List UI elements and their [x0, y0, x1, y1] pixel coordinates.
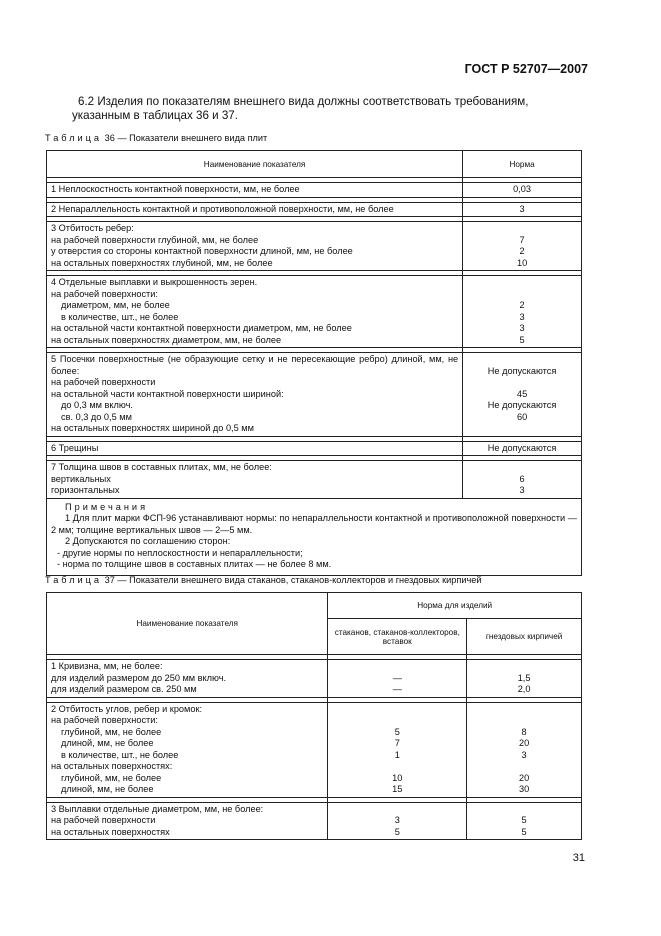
indicator-line: на остальных поверхностях: [51, 826, 170, 837]
indicator-name-cell: [47, 222, 463, 271]
indicator-line: 4 Отдельные выплавки и выкрошенность зерен.: [51, 277, 258, 287]
indicator-line: для изделий размером св. 250 мм: [51, 684, 197, 694]
indicator-line: в количестве, шт., не более: [61, 749, 179, 760]
norm-value: 5: [394, 826, 400, 837]
norm-a-cell: [328, 702, 467, 797]
indicator-line: на остальной части контактной поверхности шириной:: [51, 388, 284, 399]
table-37: [46, 592, 582, 840]
norm-value: 20: [518, 772, 530, 783]
document-code: ГОСТ Р 52707—2007: [464, 62, 588, 76]
norm-value: 6: [519, 473, 525, 484]
norm-value: [467, 462, 577, 474]
intro-paragraph: 6.2 Изделия по показателям внешнего вида должны соответствовать требованиям, указанным в таблицах 36 и 37.: [72, 95, 529, 122]
note-line: - норма по толщине швов в составных плитах — не более 8 мм.: [57, 559, 332, 569]
norm-value: 3: [519, 311, 525, 322]
table-row: [47, 461, 582, 499]
norm-cell: [463, 441, 582, 456]
indicator-line: длиной, мм, не более: [61, 784, 154, 794]
norm-value: 45: [516, 388, 528, 399]
indicator-line: 1 Неплоскостность контактной поверхности, мм, не более: [51, 184, 300, 194]
norm-value: Не допускаются: [487, 365, 557, 376]
norm-value: [471, 704, 577, 716]
indicator-name-cell: [47, 183, 463, 198]
indicator-line: для изделий размером до 250 мм включ.: [51, 672, 227, 683]
norm-value: —: [392, 684, 402, 694]
indicator-line: 2 Непараллельность контактной и противоположной поверхности, мм, не более: [51, 203, 394, 214]
page-number: 31: [572, 852, 585, 864]
note-line: 1 Для плит марки ФСП-96 устанавливают нормы: по непараллельности контактной и противоположной поверхности — 2 мм; толщине вертикальных швов — 2—5 мм.: [51, 513, 577, 535]
norm-value: [471, 715, 577, 727]
table-row: [47, 802, 582, 840]
norm-cell: [463, 276, 582, 348]
norm-value: 2: [519, 246, 525, 256]
indicator-line: на остальных поверхностях диаметром, мм, не более: [51, 334, 282, 345]
norm-value: [332, 715, 462, 727]
norm-value: —: [392, 672, 402, 683]
table-row: [47, 276, 582, 348]
norm-value: 3: [519, 485, 525, 495]
indicator-line: горизонтальных: [51, 485, 120, 495]
norm-value: 10: [392, 772, 403, 783]
norm-cell: [463, 183, 582, 198]
norm-value: 3: [521, 749, 527, 760]
indicator-line: св. 0,3 до 0,5 мм: [61, 411, 132, 422]
norm-value: 8: [521, 726, 527, 737]
note-line: - другие нормы по неплоскостности и непараллельности;: [57, 547, 303, 558]
col-header-norm-group: Норма для изделий: [328, 593, 582, 619]
indicator-name-cell: [47, 353, 463, 437]
indicator-line: в количестве, шт., не более: [61, 311, 179, 322]
indicator-line: 5 Посечки поверхностные (не образующие сетку и не пересекающие ребро) длиной, мм, не более:: [51, 354, 459, 376]
norm-value: 3: [394, 815, 400, 825]
indicator-line: 3 Отбитость ребер:: [51, 223, 134, 233]
col-header-norm: Норма: [463, 151, 582, 178]
norm-value: 7: [519, 234, 525, 245]
norm-value: 30: [518, 784, 530, 794]
norm-value: 5: [521, 826, 527, 837]
indicator-line: на рабочей поверхности: [51, 815, 156, 825]
indicator-name-cell: [47, 802, 328, 840]
norm-b-cell: [467, 660, 582, 698]
col-header-name: Наименование показателя: [47, 593, 328, 655]
norm-a-cell: [328, 660, 467, 698]
norm-value: 20: [518, 738, 530, 748]
indicator-line: 1 Кривизна, мм, не более:: [51, 661, 163, 671]
norm-value: 15: [392, 784, 403, 794]
table-row: [47, 222, 582, 271]
indicator-line: длиной, мм, не более: [61, 738, 154, 748]
norm-value: 1,5: [517, 672, 531, 683]
notes-title: Примечания: [65, 501, 149, 512]
norm-value: 5: [394, 726, 400, 737]
indicator-line: на рабочей поверхности: [51, 377, 156, 387]
indicator-line: 6 Трещины: [51, 442, 99, 453]
note-line: 2 Допускаются по соглашению сторон:: [65, 536, 231, 546]
norm-value: [332, 704, 462, 716]
table-row: [47, 702, 582, 797]
norm-b-cell: [467, 802, 582, 840]
table36-caption: Таблица 36 — Показатели внешнего вида плит: [45, 133, 268, 143]
col-header-name: Наименование показателя: [47, 151, 463, 178]
norm-value: [332, 804, 462, 816]
norm-value: Не допускаются: [487, 442, 557, 453]
table-row: [47, 202, 582, 217]
indicator-name-cell: [47, 660, 328, 698]
indicator-name-cell: [47, 276, 463, 348]
indicator-line: на остальных поверхностях шириной до 0,5 мм: [51, 423, 254, 433]
norm-value: 3: [519, 323, 525, 333]
indicator-line: на остальной части контактной поверхности диаметром, мм, не более: [51, 323, 352, 333]
norm-cell: [463, 202, 582, 217]
norm-value: [471, 761, 577, 773]
norm-b-cell: [467, 702, 582, 797]
norm-value: 10: [516, 257, 528, 268]
indicator-line: 3 Выплавки отдельные диаметром, мм, не более:: [51, 803, 264, 814]
norm-value: 5: [521, 815, 527, 825]
norm-value: [467, 223, 577, 235]
norm-value: 2: [519, 300, 525, 310]
norm-value: [467, 277, 577, 289]
norm-value: [467, 354, 577, 366]
indicator-line: на рабочей поверхности глубиной, мм, не более: [51, 234, 259, 245]
col-header-b: гнездовых кирпичей: [467, 619, 582, 655]
indicator-line: на остальных поверхностях глубиной, мм, не более: [51, 257, 273, 268]
indicator-line: 7 Толщина швов в составных плитах, мм, не более:: [51, 462, 272, 472]
table-row: [47, 441, 582, 456]
norm-value: 60: [516, 411, 528, 422]
norm-value: [471, 661, 577, 673]
norm-value: Не допускаются: [487, 400, 557, 410]
table-row: [47, 353, 582, 437]
indicator-name-cell: [47, 461, 463, 499]
indicator-line: на остальных поверхностях:: [51, 761, 173, 771]
norm-cell: [463, 222, 582, 271]
norm-cell: [463, 353, 582, 437]
indicator-name-cell: [47, 202, 463, 217]
indicator-line: у отверстия со стороны контактной поверхности длиной, мм, не более: [51, 246, 353, 256]
norm-value: 7: [394, 738, 400, 748]
notes-cell: [47, 498, 582, 575]
norm-cell: [463, 461, 582, 499]
table-row: [47, 183, 582, 198]
indicator-line: 2 Отбитость углов, ребер и кромок:: [51, 703, 203, 714]
norm-value: 3: [519, 203, 525, 214]
col-header-a: стаканов, стаканов-коллекторов, вставок: [328, 619, 467, 655]
norm-value: 1: [394, 749, 400, 760]
indicator-name-cell: [47, 441, 463, 456]
table37-caption: Таблица 37 — Показатели внешнего вида стаканов, стаканов-коллекторов и гнездовых кирпичей: [45, 575, 482, 585]
norm-value: [467, 289, 577, 301]
norm-value: [332, 661, 462, 673]
indicator-line: глубиной, мм, не более: [61, 726, 162, 737]
norm-a-cell: [328, 802, 467, 840]
indicator-line: на рабочей поверхности:: [51, 288, 158, 299]
indicator-line: на рабочей поверхности:: [51, 715, 158, 725]
indicator-line: диаметром, мм, не более: [61, 300, 170, 310]
norm-value: [471, 804, 577, 816]
indicator-line: до 0,3 мм включ.: [61, 400, 133, 410]
norm-value: [467, 377, 577, 389]
table-36: [46, 150, 582, 576]
norm-value: [332, 761, 462, 773]
norm-value: 5: [519, 334, 525, 345]
notes-row: [47, 498, 582, 575]
table-row: [47, 660, 582, 698]
norm-value: 0,03: [513, 184, 532, 194]
indicator-name-cell: [47, 702, 328, 797]
indicator-line: глубиной, мм, не более: [61, 772, 162, 783]
norm-value: 2,0: [517, 684, 531, 694]
indicator-line: вертикальных: [51, 473, 111, 484]
